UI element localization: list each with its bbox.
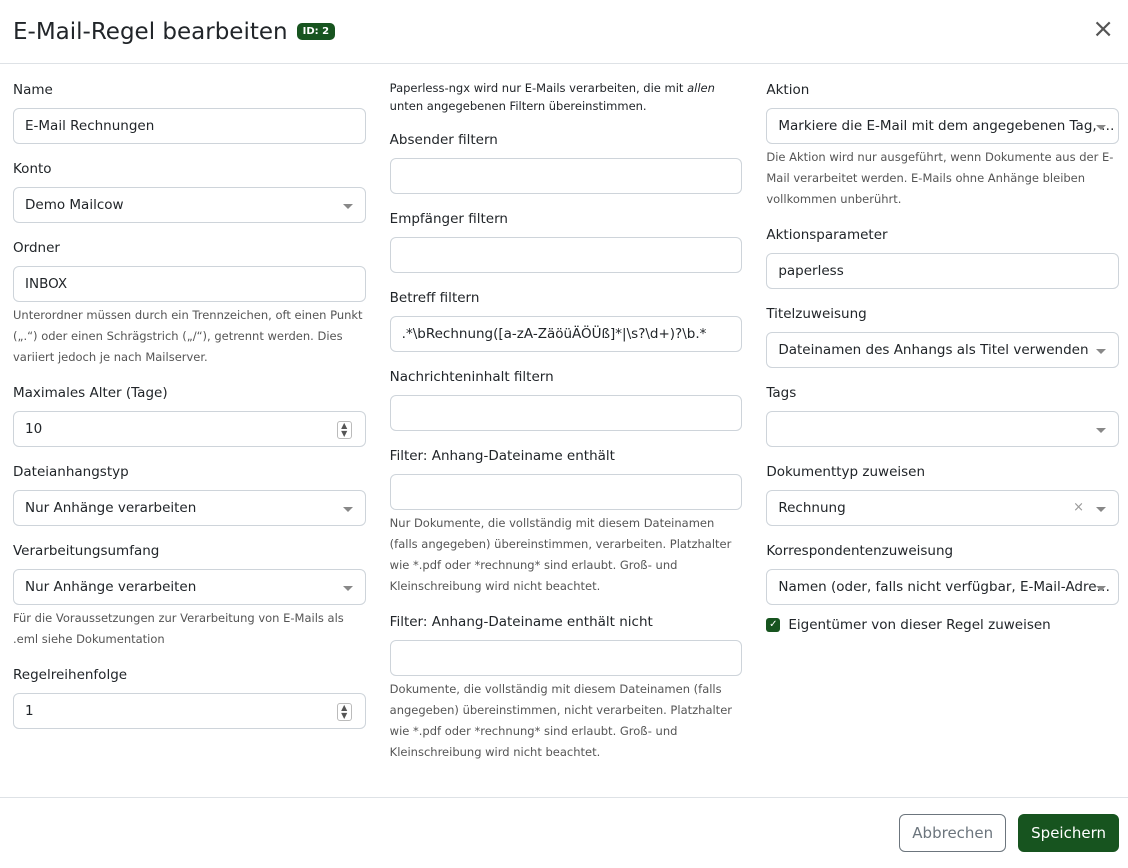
cancel-button[interactable]: Abbrechen (899, 814, 1006, 852)
order-input[interactable] (13, 693, 366, 729)
action-value: Markiere die E-Mail mit dem angegebenen Tag, … (778, 118, 1115, 134)
max-age-label: Maximales Alter (Tage) (13, 385, 168, 401)
name-value: E-Mail Rechnungen (25, 118, 155, 134)
body-label: Nachrichteninhalt filtern (389, 369, 554, 385)
subject-label: Betreff filtern (389, 290, 480, 306)
action-select[interactable] (766, 108, 1119, 144)
name-label: Name (13, 82, 53, 98)
correspondent-label: Korrespondentenzuweisung (766, 543, 954, 559)
modal-title: E-Mail-Regel bearbeiten (13, 18, 288, 45)
subject-value: .*\bRechnung([a-zA-ZäöüÄÖÜß]*|\s?\d+)?\b.* (401, 326, 707, 342)
owner-checkbox-label: Eigentümer von dieser Regel zuweisen (788, 617, 1051, 633)
column-actions (766, 81, 1119, 797)
title-select[interactable] (766, 332, 1119, 368)
tags-label: Tags (766, 385, 797, 401)
action-help: Die Aktion wird nur ausgeführt, wenn Dokumente aus der E-Mail verarbeitet werden. E-Mails ohne Anhänge bleiben vollkommen unberührt. (766, 150, 1114, 206)
owner-checkbox-row[interactable] (766, 617, 1119, 633)
account-value: Demo Mailcow (25, 197, 124, 213)
clear-icon[interactable]: × (1073, 500, 1085, 515)
doctype-select[interactable] (766, 490, 1119, 526)
to-filter-input[interactable] (390, 237, 743, 273)
max-age-input[interactable] (13, 411, 366, 447)
column-general (13, 81, 366, 797)
title-value: Dateinamen des Anhangs als Titel verwenden (778, 342, 1089, 358)
account-select[interactable] (13, 187, 366, 223)
attachment-type-value: Nur Anhänge verarbeiten (25, 500, 197, 516)
column-filters (390, 81, 743, 797)
spinner-icon[interactable]: ▲ ▼ (337, 421, 352, 439)
modal-header (0, 0, 1128, 64)
scope-label: Verarbeitungsumfang (13, 543, 160, 559)
modal-footer (0, 797, 1128, 868)
attachment-type-select[interactable] (13, 490, 366, 526)
order-label: Regelreihenfolge (13, 667, 128, 683)
include-label: Filter: Anhang-Dateiname enthält (389, 448, 615, 464)
from-filter-input[interactable] (390, 158, 743, 194)
exclude-help: Dokumente, die vollständig mit diesem Dateinamen (falls angegeben) übereinstimmen, nicht verarbeiten. Platzhalter wie *.pdf oder *rechnung* sind erlaubt. Groß- und Kleinschreibung wird nicht beachtet. (389, 682, 732, 759)
order-value: 1 (25, 703, 34, 719)
save-button[interactable]: Speichern (1018, 814, 1119, 852)
scope-value: Nur Anhänge verarbeiten (25, 579, 197, 595)
id-badge: ID: 2 (297, 23, 335, 40)
folder-help: Unterordner müssen durch ein Trennzeichen, oft einen Punkt („.“) oder einen Schrägstrich („/“), getrennt werden. Dies variiert jedoch je nach Mailserver. (13, 308, 363, 364)
checkbox-checked-icon[interactable]: ✓ (766, 618, 780, 632)
folder-input[interactable] (13, 266, 366, 302)
name-input[interactable] (13, 108, 366, 144)
filter-intro: Paperless-ngx wird nur E-Mails verarbeiten, die mit allen unten angegebenen Filtern übereinstimmen. (389, 81, 715, 113)
title-label: Titelzuweisung (766, 306, 867, 322)
scope-help: Für die Voraussetzungen zur Verarbeitung von E-Mails als .eml siehe Dokumentation (13, 611, 344, 646)
to-label: Empfänger filtern (389, 211, 508, 227)
action-label: Aktion (766, 82, 810, 98)
attachment-exclude-input[interactable] (390, 640, 743, 676)
action-param-label: Aktionsparameter (766, 227, 888, 243)
correspondent-select[interactable] (766, 569, 1119, 605)
correspondent-value: Namen (oder, falls nicht verfügbar, E-Mail-Adre… (778, 579, 1110, 595)
modal-body (0, 64, 1128, 797)
action-param-value: paperless (778, 263, 844, 279)
doctype-value: Rechnung (778, 500, 846, 516)
attachment-type-label: Dateianhangstyp (13, 464, 129, 480)
attachment-include-input[interactable] (390, 474, 743, 510)
close-icon[interactable]: × (1092, 14, 1114, 44)
spinner-icon[interactable]: ▲ ▼ (337, 703, 352, 721)
doctype-label: Dokumenttyp zuweisen (766, 464, 926, 480)
exclude-label: Filter: Anhang-Dateiname enthält nicht (389, 614, 653, 630)
folder-label: Ordner (13, 240, 60, 256)
from-label: Absender filtern (389, 132, 498, 148)
folder-value: INBOX (25, 276, 68, 292)
account-label: Konto (13, 161, 52, 177)
max-age-value: 10 (25, 421, 43, 437)
include-help: Nur Dokumente, die vollständig mit diesem Dateinamen (falls angegeben) übereinstimmen, verarbeiten. Platzhalter wie *.pdf oder *rechnung* sind erlaubt. Groß- und Kleinschreibung wird nicht beachtet. (389, 516, 732, 593)
scope-select[interactable] (13, 569, 366, 605)
tags-select[interactable] (766, 411, 1119, 447)
body-filter-input[interactable] (390, 395, 743, 431)
action-param-input[interactable] (766, 253, 1119, 289)
subject-filter-input[interactable] (390, 316, 743, 352)
